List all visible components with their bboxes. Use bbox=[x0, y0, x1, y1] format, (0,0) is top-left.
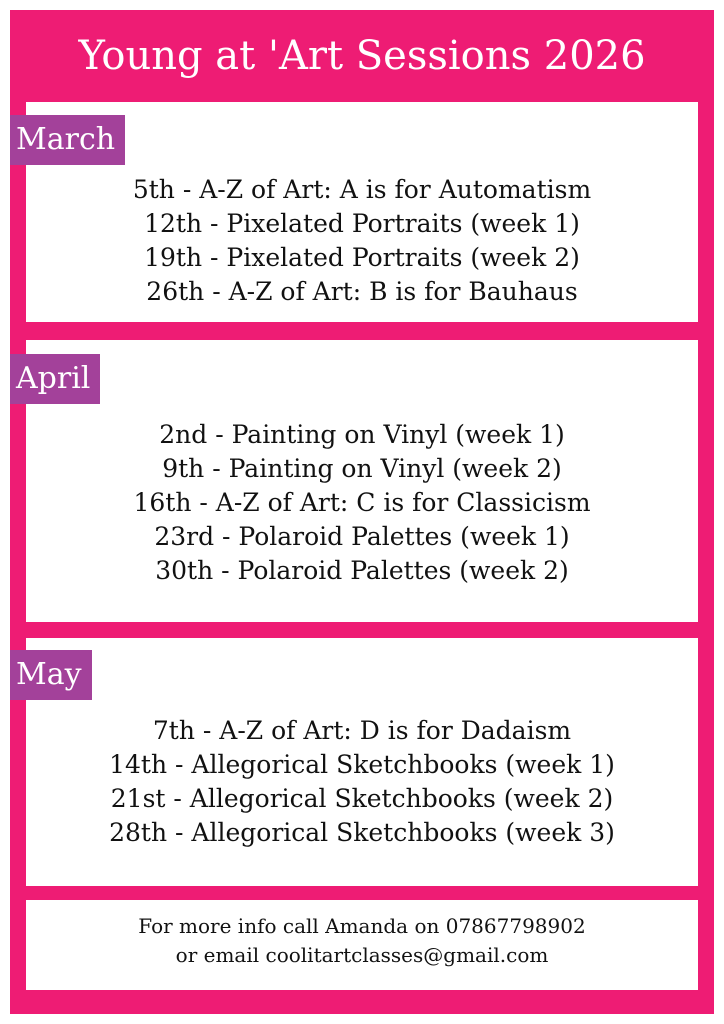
session-item: 14th - Allegorical Sketchbooks (week 1) bbox=[109, 750, 615, 779]
session-item: 12th - Pixelated Portraits (week 1) bbox=[144, 209, 580, 238]
session-item: 26th - A-Z of Art: B is for Bauhaus bbox=[146, 277, 578, 306]
march-session-list bbox=[10, 173, 714, 309]
poster-title: Young at 'Art Sessions 2026 bbox=[78, 33, 646, 79]
contact-info bbox=[26, 912, 698, 970]
session-item: 30th - Polaroid Palettes (week 2) bbox=[155, 556, 569, 585]
session-item: 16th - A-Z of Art: C is for Classicism bbox=[133, 488, 591, 517]
session-item: 21st - Allegorical Sketchbooks (week 2) bbox=[110, 784, 614, 813]
session-item: 9th - Painting on Vinyl (week 2) bbox=[162, 454, 562, 483]
month-tab-march: March bbox=[10, 115, 125, 165]
month-tab-may: May bbox=[10, 650, 92, 700]
poster bbox=[10, 10, 714, 1014]
may-session-list bbox=[10, 714, 714, 850]
contact-email-line: or email coolitartclasses@gmail.com bbox=[175, 943, 549, 967]
session-item: 5th - A-Z of Art: A is for Automatism bbox=[132, 175, 592, 204]
session-item: 23rd - Polaroid Palettes (week 1) bbox=[154, 522, 570, 551]
april-session-list bbox=[10, 418, 714, 588]
month-tab-april: April bbox=[10, 354, 100, 404]
session-item: 7th - A-Z of Art: D is for Dadaism bbox=[152, 716, 572, 745]
contact-phone-line: For more info call Amanda on 07867798902 bbox=[138, 914, 586, 938]
session-item: 2nd - Painting on Vinyl (week 1) bbox=[159, 420, 565, 449]
session-item: 19th - Pixelated Portraits (week 2) bbox=[144, 243, 580, 272]
session-item: 28th - Allegorical Sketchbooks (week 3) bbox=[109, 818, 615, 847]
